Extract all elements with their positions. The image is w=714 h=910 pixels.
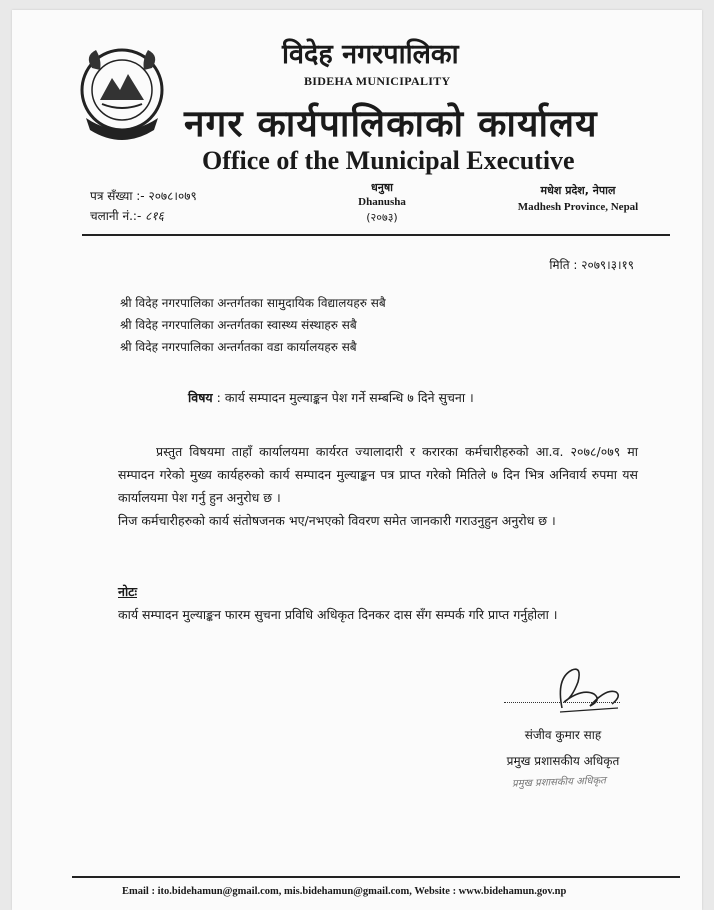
office-stamp: प्रमुख प्रशासकीय अधिकृत [511, 775, 607, 790]
province-block [504, 182, 652, 216]
office-title-np: नगर कार्यपालिकाको कार्यालय [184, 101, 598, 145]
district-en: Dhanusha [358, 196, 406, 208]
letter-number: पत्र सँख्या :- २०७८।०७९ [90, 189, 197, 203]
dispatch-number-label: चलानी नं.:- [90, 209, 142, 223]
letter-date: मिति : २०७९।३।१९ [549, 258, 634, 272]
recipient-item: श्री विदेह नगरपालिका अन्तर्गतका वडा कार्यालयहरु सबै [120, 340, 357, 354]
recipient-list [120, 292, 386, 358]
municipality-name-np: विदेह नगरपालिका [282, 39, 459, 70]
header-divider [82, 234, 670, 236]
note-block [118, 580, 638, 626]
municipality-name-en: BIDEHA MUNICIPALITY [304, 74, 451, 88]
signature-line [504, 702, 620, 703]
handwritten-signature [542, 658, 632, 718]
province-en: Madhesh Province, Nepal [517, 201, 639, 213]
subject-label: विषय [188, 390, 213, 405]
footer-contact: Email : ito.bidehamun@gmail.com, mis.bidehamun@gmail.com, Website : www.bidehamun.gov.np [122, 886, 567, 897]
note-text: कार्य सम्पादन मुल्याङ्कन फारम सुचना प्रविधि अधिकृत दिनकर दास सँग सम्पर्क गरि प्राप्त गर्नुहोला । [118, 607, 558, 622]
district-np: धनुषा [370, 181, 394, 194]
dispatch-number [90, 206, 197, 226]
office-title-en: Office of the Municipal Executive [202, 146, 575, 175]
letter-sheet [12, 10, 702, 910]
signatory-name: संजीव कुमार साह [524, 728, 602, 742]
reference-block [90, 186, 197, 226]
letter-body [118, 440, 638, 532]
subject-line [188, 389, 474, 406]
dispatch-number-value: ८१६ [145, 209, 164, 223]
body-paragraph: निज कर्मचारीहरुको कार्य संतोषजनक भए/नभएको विवरण समेत जानकारी गराउनुहुन अनुरोध छ । [118, 513, 556, 528]
province-np: मधेश प्रदेश, नेपाल [540, 184, 616, 197]
note-label: नोटः [118, 584, 138, 599]
subject-text: : कार्य सम्पादन मुल्याङ्कन पेश गर्ने सम्बन्धि ७ दिने सुचना । [216, 390, 474, 405]
body-paragraph: प्रस्तुत विषयमा ताहाँ कार्यालयमा कार्यरत ज्यालादारी र करारका कर्मचारीहरुको आ.व. २०७८/०७९ मा सम्पादन गरेको मुख्य कार्यहरुको कार्य सम्पादन मुल्याङ्कन पत्र प्राप्त गरेको मितिले ७ दिन भित्र अनिवार्य रुपमा यस कार्यालयमा पेश गर्नु हुन अनुरोध छ । [118, 444, 638, 505]
established-year: (२०७३) [366, 211, 398, 224]
municipality-emblem [72, 38, 172, 148]
signatory-title: प्रमुख प्रशासकीय अधिकृत [506, 754, 620, 768]
recipient-item: श्री विदेह नगरपालिका अन्तर्गतका स्वास्थ्य संस्थाहरु सबै [120, 318, 357, 332]
footer-divider [72, 876, 680, 878]
district-block [342, 180, 422, 225]
signatory-block [488, 722, 638, 774]
recipient-item: श्री विदेह नगरपालिका अन्तर्गतका सामुदायिक विद्यालयहरु सबै [120, 296, 386, 310]
